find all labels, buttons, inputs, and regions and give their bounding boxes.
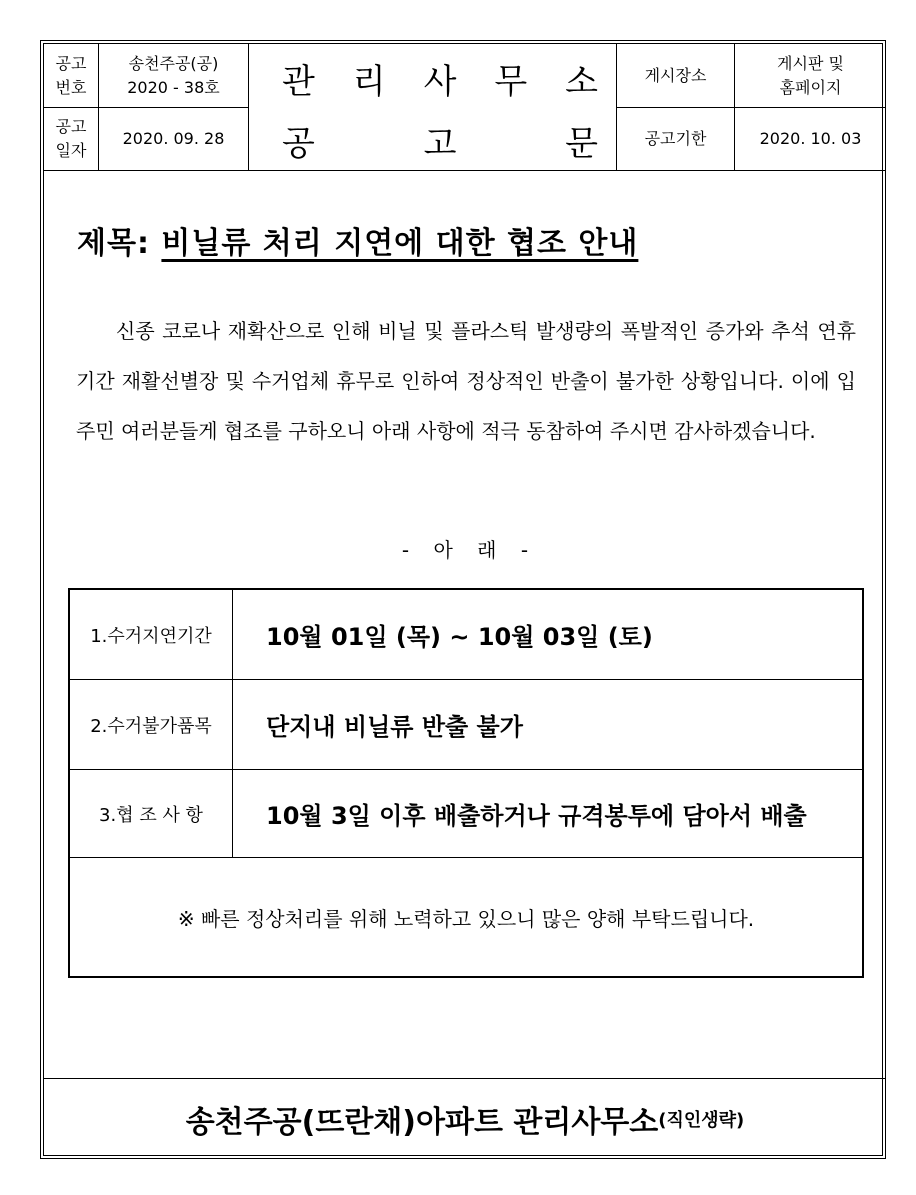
title-char: 사 — [423, 62, 457, 102]
row-value: 10월 3일 이후 배출하거나 규격봉투에 담아서 배출 — [266, 802, 807, 830]
notice-frame — [40, 40, 886, 1159]
footer-signature — [44, 1079, 886, 1159]
deadline-label: 공고기한 — [644, 129, 707, 148]
notice-no-value: 송천주공(공) 2020 - 38호 — [127, 53, 220, 97]
post-place-value: 게시판 및 홈페이지 — [777, 53, 844, 97]
post-place-label: 게시장소 — [644, 65, 707, 85]
title-char: 리 — [352, 62, 386, 102]
details-table — [68, 588, 864, 978]
subject-prefix: 제목: — [77, 226, 150, 261]
notice-date-value: 2020. 09. 28 — [122, 129, 225, 148]
title-char: 문 — [565, 124, 598, 164]
title-char: 관 — [282, 62, 315, 102]
subject-line — [77, 218, 638, 262]
subject-text: 비닐류 처리 지연에 대한 협조 안내 — [161, 226, 639, 261]
row-value: 단지내 비닐류 반출 불가 — [266, 713, 523, 741]
table-row — [70, 680, 862, 770]
notice-header-table — [44, 44, 886, 171]
title-char: 소 — [565, 62, 598, 102]
title-row-1 — [264, 54, 616, 103]
table-row — [70, 770, 862, 858]
row-value: 10월 01일 (목) ~ 10월 03일 (토) — [266, 623, 653, 651]
row-label: 3.협 조 사 항 — [70, 770, 233, 857]
row-label: 1.수거지연기간 — [70, 590, 233, 679]
footer-org: 송천주공(뜨란채)아파트 관리사무소 — [185, 1105, 659, 1140]
below-label: - 아 래 - — [401, 538, 529, 562]
footer-suffix: (직인생략) — [658, 1110, 745, 1131]
title-char: 무 — [494, 62, 528, 102]
notice-no-label: 공고 번호 — [55, 53, 87, 97]
body-paragraph: 신종 코로나 재확산으로 인해 비닐 및 플라스틱 발생량의 폭발적인 증가와 추석 연휴기간 재활선별장 및 수거업체 휴무로 인하여 정상적인 반출이 불가한 상황입니다. 이에 입주민 여러분들게 협조를 구하오니 아래 사항에 적극 동참하여 주시면 감사하겠습니다. — [76, 319, 856, 443]
row-label: 2.수거불가품목 — [70, 680, 233, 769]
deadline-value: 2020. 10. 03 — [759, 129, 862, 148]
note-text: ※ 빠른 정상처리를 위해 노력하고 있으니 많은 양해 부탁드립니다. — [177, 906, 755, 931]
notice-date-label: 공고 일자 — [55, 117, 87, 160]
table-row — [70, 590, 862, 680]
title-row-2 — [264, 116, 616, 165]
title-char: 고 — [423, 124, 457, 164]
title-char: 공 — [282, 124, 315, 164]
notice-inner-frame — [43, 43, 883, 1156]
